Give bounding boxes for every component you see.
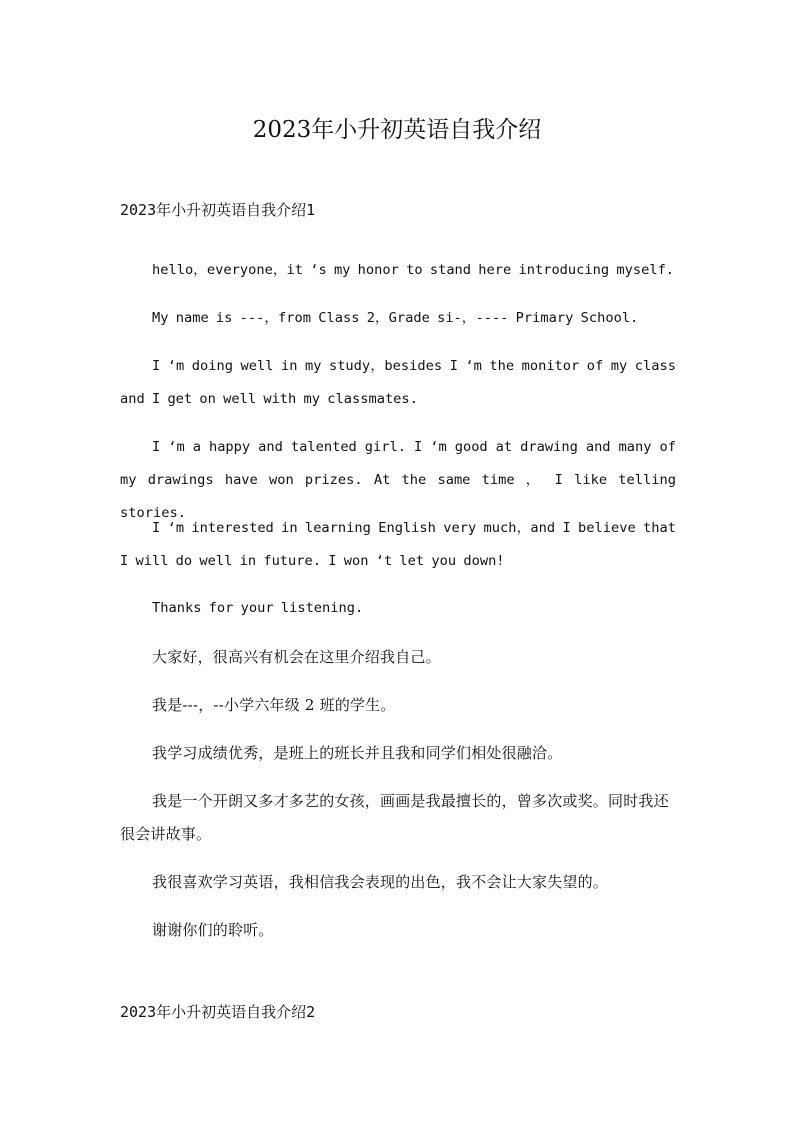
paragraph-en-1: hello，everyone，it ‘s my honor to stand here introducing myself. xyxy=(152,262,675,278)
paragraph-en-6: Thanks for your listening. xyxy=(152,600,364,616)
paragraph-zh-3: 我学习成绩优秀，是班上的班长并且我和同学们相处很融洽。 xyxy=(152,744,563,762)
paragraph-zh-4: 我是一个开朗又多才多艺的女孩，画画是我最擅长的，曾多次或奖。同时我还很会讲故事。 xyxy=(120,792,669,843)
section-heading-1: 2023年小升初英语自我介绍1 xyxy=(120,201,316,219)
paragraph-en-2: My name is ---，from Class 2，Grade si-，---- Primary School. xyxy=(152,310,639,326)
paragraph-en-5: I ‘m interested in learning English very much，and I believe that I will do well in future. I won ‘t let you down! xyxy=(120,520,676,569)
paragraph-zh-6: 谢谢你们的聆听。 xyxy=(152,921,274,939)
paragraph-zh-1: 大家好，很高兴有机会在这里介绍我自己。 xyxy=(152,648,441,666)
section-heading-2: 2023年小升初英语自我介绍2 xyxy=(120,1003,316,1021)
paragraph-zh-2: 我是---，--小学六年级 2 班的学生。 xyxy=(152,696,396,714)
paragraph-en-3: I ‘m doing well in my study，besides I ‘m the monitor of my class and I get on well with my classmates. xyxy=(120,358,676,407)
paragraph-en-4: I ‘m a happy and talented girl. I ‘m good at drawing and many of my drawings have won prizes. At the same time ， I like telling stories. xyxy=(120,439,676,521)
paragraph-zh-5: 我很喜欢学习英语，我相信我会表现的出色，我不会让大家失望的。 xyxy=(152,873,609,891)
document-title: 2023年小升初英语自我介绍 xyxy=(252,117,542,143)
